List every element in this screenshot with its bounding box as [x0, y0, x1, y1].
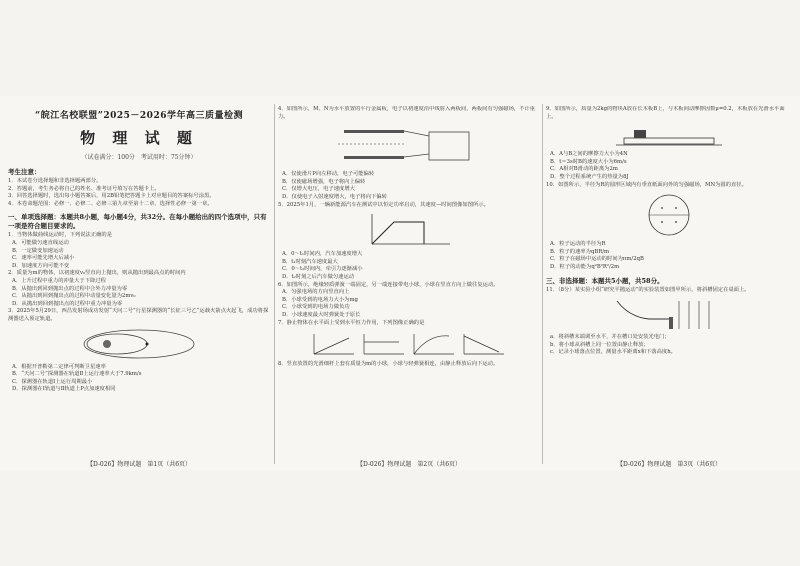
q10-option-c: C．粒子在磁场中运动的时间为πm/2qB	[550, 256, 644, 263]
question-3: 3．2025年5月29日，西昌发射场成功发射“天问二号”行星探测器的“长征三号乙”运载火箭点火起飞，成功将探测器送入预定轨道。	[8, 308, 269, 322]
page-1-footer: 【D-026】物理试题 第1页（共6页）	[86, 461, 192, 468]
q1-option-a: A．可能做匀速直线运动	[12, 239, 69, 246]
q5-option-b: B．t₁时刻汽车速度最大	[282, 258, 338, 265]
question-6: 6．如图所示，绝缘轻质弹簧一端固定，另一端连接带电小球，小球在竖直方向上做往复运动。	[278, 281, 499, 288]
q6-option-a: A．匀强电场的方向竖直向上	[282, 289, 350, 296]
q2-option-a: A．上升过程中重力的冲量大于下降过程	[12, 277, 106, 284]
exam-sheet	[0, 96, 800, 470]
q5-option-a: A．0～t₁时间内，汽车加速度增大	[282, 251, 363, 258]
q9-option-d: D．整个过程系统产生的热量为8J	[550, 173, 629, 180]
q2-option-b: B．从抛出到回到抛出点的过程中合外力冲量为零	[12, 285, 128, 292]
question-5: 5．2025年1月，一辆新能源汽车在测试中以恒定功率启动，其速度—时间图像如图所示。	[278, 201, 489, 208]
q11-step-c: c．记录小球落点位置，测量水平距离x和下落高度h。	[550, 349, 676, 356]
column-divider	[274, 104, 275, 464]
question-7: 7．静止物体在水平面上受到水平恒力作用，下列图像正确的是	[278, 319, 425, 326]
q10-option-a: A．粒子运动的半径为R	[550, 241, 606, 248]
section-3-title: 三、非选择题：本题共5小题，共58分。	[546, 276, 664, 285]
column-divider	[542, 104, 543, 464]
q6-option-c: C．小球受到的电场力做负功	[282, 304, 350, 311]
q4-option-c: C．仅增大电压，电子速度增大	[282, 186, 355, 193]
q1-option-c: C．速率可能先增大后减小	[12, 255, 75, 262]
q4-option-d: D．仅使电子入射速度增大，电子将向下偏转	[282, 193, 387, 200]
q2-option-c: C．从抛出到回到抛出点的过程中动量变化量为2mv₀	[12, 293, 136, 300]
page-3-column	[546, 106, 792, 462]
q6-option-b: B．小球受到的电场力大小为mg	[282, 296, 358, 303]
orbit-figure	[79, 327, 199, 361]
q3-option-c: C．探测器在轨道Ⅰ上运行周期最小	[12, 378, 93, 385]
q10-option-b: B．粒子的速率为qBR/m	[550, 248, 610, 255]
projectile-apparatus-figure	[609, 297, 729, 331]
q9-option-c: C．A相对B滑动的距离为2m	[550, 166, 618, 173]
q5-option-c: C．0～t₂时间内，牵引力逐渐减小	[282, 266, 363, 273]
graph-options-figure	[309, 330, 509, 358]
q6-option-d: D．小球速度最大时弹簧处于原长	[282, 311, 361, 318]
notes-title: 考生注意：	[8, 168, 41, 176]
note-item: 4．本卷命题范围：必修一、必修二、必修三第九章至第十二章、选择性必修一第一章。	[8, 200, 213, 207]
bottom-margin	[0, 470, 800, 566]
exam-alliance-title: “皖江名校联盟”2025－2026学年高三质量检测	[35, 111, 243, 121]
question-8: 8．竖直放置的光滑细杆上套有质量为m的小球，小球与轻弹簧相连，由静止释放后向下运动。	[278, 361, 499, 368]
note-item: 2．答题前，考生务必将自己的姓名、准考证号填写在答题卡上。	[8, 185, 160, 192]
page-1-column	[8, 106, 270, 462]
q3-option-a: A．根据开普勒第二定律可判断卫星速率	[12, 363, 106, 370]
block-board-figure	[614, 124, 724, 148]
q4-option-b: B．仅使磁场增强，电子将向上偏转	[282, 178, 366, 185]
velocity-time-figure	[364, 212, 454, 248]
magnetic-field-circle-figure	[634, 192, 704, 238]
q2-option-d: D．从抛出到回到抛出点的过程中重力冲量为零	[12, 300, 123, 307]
q11-step-b: b．将小球从斜槽上同一位置由静止释放；	[550, 341, 649, 348]
question-4: 4．如图所示，M、N为水平放置的平行金属板，电子以初速度沿中线射入两板间，两板间有匀强磁场，不计重力。	[278, 106, 536, 120]
exam-subject-title: 物 理 试 题	[80, 129, 198, 147]
page-2-footer: 【D-026】物理试题 第2页（共6页）	[356, 461, 462, 468]
q5-option-d: D．t₂时刻之后汽车做匀速运动	[282, 273, 355, 280]
q1-option-b: B．一定做变加速运动	[12, 247, 64, 254]
page-3-footer: 【D-026】物理试题 第3页（共6页）	[616, 461, 722, 468]
q9-option-b: B．t＝3s时B的速度大小为6m/s	[550, 158, 627, 165]
q3-option-b: B．“天问二号”探测器在轨道Ⅱ上运行速率大于7.9km/s	[12, 371, 142, 378]
q9-option-a: A．A与B之间的摩擦力大小为4N	[550, 151, 628, 158]
section-1-title: 一、单项选择题：本题共8小题，每小题4分，共32分。在每小题给出的四个选项中，只有一项是符合题目要求的。	[8, 213, 267, 231]
exam-meta: （试卷满分：100分 考试用时：75分钟）	[81, 154, 197, 161]
q10-option-d: D．粒子的动能为q²B²R²/2m	[550, 263, 620, 270]
question-1: 1．当物体做曲线运动时，下列说法正确的是	[8, 232, 113, 239]
question-11: 11．（8分）某实验小组“研究平抛运动”的实验装置如图甲所示，将斜槽固定在桌面上。	[546, 286, 750, 293]
q3-option-d: D．探测器在Ⅰ轨道与Ⅱ轨道上P点加速度相同	[12, 386, 116, 393]
question-2: 2．质量为m的物体，以初速度v₀竖直向上抛出，则从抛出到最高点的时间内	[8, 270, 186, 277]
q11-step-a: a．将斜槽末端调至水平，并在槽口处安装光电门；	[550, 334, 670, 341]
note-item: 3．回答选择题时，选出每小题答案后，用2B铅笔把答题卡上对应题目的答案标号涂黑。	[8, 193, 215, 200]
q4-option-a: A．仅使滑片P向左移动，电子可能偏转	[282, 171, 375, 178]
top-margin	[0, 0, 800, 96]
plate-circuit-figure	[334, 124, 484, 168]
question-9: 9．如图所示，质量为2kg的物块A放在长木板B上，与木板间动摩擦因数μ=0.2，木板放在光滑水平面上。	[546, 106, 785, 120]
q1-option-d: D．加速度方向可能不变	[12, 262, 70, 269]
page-2-column	[278, 106, 540, 462]
question-10: 10．如图所示，半径为R的圆形区域内有垂直纸面向外的匀强磁场，MN为圆的直径。	[546, 181, 747, 188]
note-item: 1．本试卷分选择题和非选择题两部分。	[8, 178, 102, 184]
